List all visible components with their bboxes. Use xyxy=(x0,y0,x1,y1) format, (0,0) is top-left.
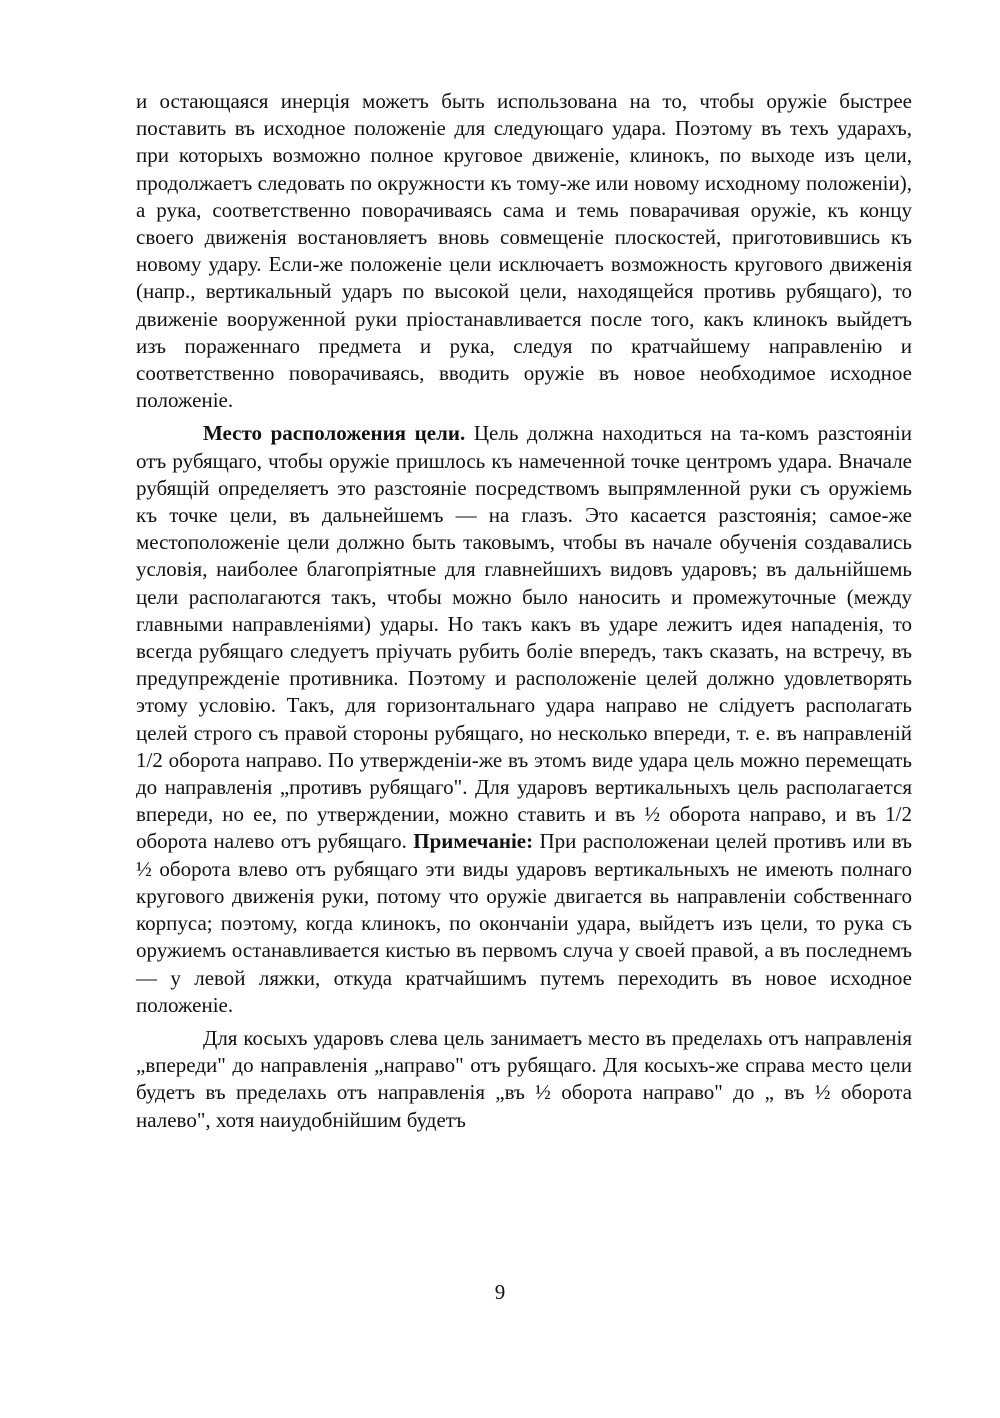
paragraph-text: Цель должна находиться на та-комъ разстояніи отъ рубящаго, чтобы оружіе пришлось къ намеченной точке центромъ удара. Вначале рубящій определяетъ это разстояніе посредствомъ выпрямленной руки съ оружіемь къ точке цели, въ дальнейшемъ — на глазъ. Это касается разстоянія; самое-же местоположеніе цели должно быть таковымъ, чтобы въ начале обученія создавались условія, наиболее благопріятные для главнейшихъ видовъ ударовъ; въ дальнійшемь цели располагаются такъ, чтобы можно было наносить и промежуточные (между главными направленіями) удары. Но такъ какъ въ ударе лежитъ идея нападенія, то всегда рубящаго следуетъ пріучать рубить боліе впередъ, такъ сказать, на встречу, въ предупрежденіе противника. Поэтому и расположеніе целей должно удовлетворять этому условію. Такъ, для горизонтальнаго удара направо не слідуетъ располагать целей строго съ правой стороны рубящаго, но несколько впереди, т. е. въ направленій 1/2 оборота направо. По утвержденіи-же въ этомъ виде удара цель можно перемещать до направленія „противъ рубящаго". Для ударовъ вертикальныхъ цель располагается впереди, но ее, по утверждении, можно ставить и въ ½ оборота направо, и въ 1/2 оборота налево отъ рубящаго. xyxy=(136,421,912,854)
section-heading-target-position: Место расположения цели. xyxy=(203,421,466,446)
page-number: 9 xyxy=(494,1280,506,1304)
paragraph-inertia: и остающаяся инерція можетъ быть использована на то, чтобы оружіе быстрее поставить въ исходное положеніе для следующаго удара. Поэтому въ техъ ударахъ, при которыхъ возможно полное круговое движеніе, клинокъ, по выходе изъ цели, продолжаетъ следовать по окружности къ тому-же или новому исходному положеніи), а рука, соответственно поворачиваясь сама и темь поварачивая оружіе, къ концу своего движенія востановляетъ вновь совмещеніе плоскостей, приготовившись къ новому удару. Если-же положеніе цели исключаетъ возможность кругового движенія (напр., вертикальный ударъ по высокой цели, находящейся противь рубящаго), то движеніе вооруженной руки пріостанавливается после того, какъ клинокъ выйдетъ изъ пораженнаго предмета и рука, следуя по кратчайшему направленію и соответственно поворачиваясь, вводить оружіе въ новое необходимое исходное положеніе. xyxy=(136,89,912,413)
note-text: При расположенаи целей противъ или въ ½ оборота влево отъ рубящаго эти виды ударовъ вертикальныхъ не имеють полнаго кругового движенія руки, потому что оружіе двигается вь направленіи собственнаго корпуса; поэтому, когда клинокъ, по окончаніи удара, выйдетъ изъ цели, то рука съ оружиемъ останавливается кистью въ первомъ случа у своей правой, а въ последнемъ — у левой ляжки, откуда кратчайшимъ путемъ переходить въ новое исходное положеніе. xyxy=(136,829,912,1017)
paragraph-target-position xyxy=(136,420,912,1018)
paragraph-oblique-strikes: Для косыхъ ударовъ слева цель занимаетъ место въ пределахь отъ направленія „впереди" до направленія „направо" отъ рубящаго. Для косыхъ-же справа место цели будетъ въ пределахь отъ направленія „въ ½ оборота направо" до „ въ ½ оборота налево", хотя наиудобнійшим будетъ xyxy=(136,1025,912,1132)
note-label: Примечаніе: xyxy=(413,829,534,854)
document-page xyxy=(136,88,912,1134)
